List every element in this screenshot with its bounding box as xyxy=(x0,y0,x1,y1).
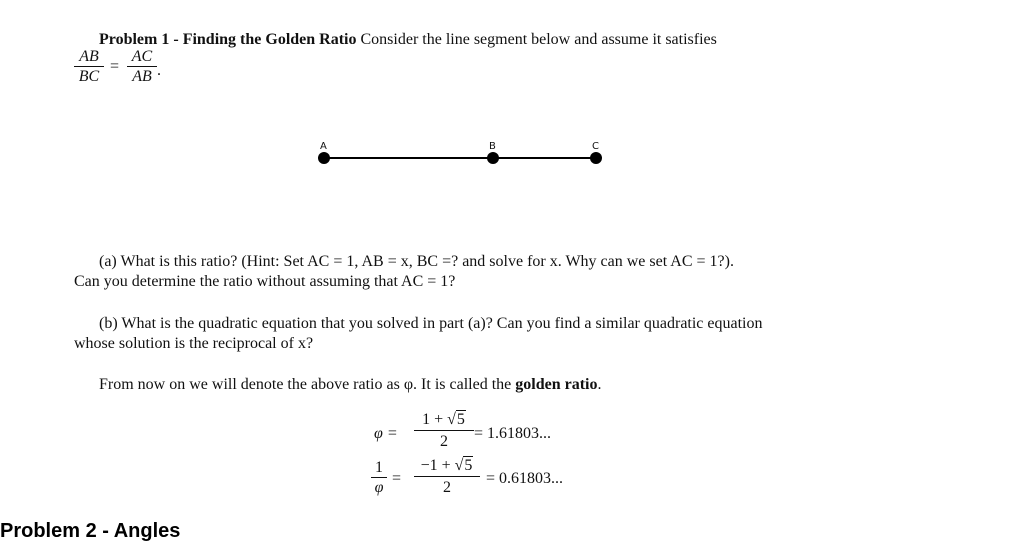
point-a xyxy=(318,152,330,164)
part-a-line-2: Can you determine the ratio without assuming that AC = 1? xyxy=(74,273,456,290)
fraction-bar xyxy=(414,430,474,431)
ratio-right-denominator: AB xyxy=(132,68,152,85)
ratio-equals-sign: = xyxy=(110,58,120,75)
part-b-line-2: whose solution is the reciprocal of x? xyxy=(74,335,314,352)
equation-2-numerator: −1 + √5 xyxy=(420,457,473,474)
equation-2-rhs: = 0.61803... xyxy=(486,470,564,487)
problem-1-title: Problem 1 - Finding the Golden Ratio xyxy=(99,31,357,48)
equation-1-sqrt-arg: 5 xyxy=(456,411,465,428)
golden-ratio-sentence xyxy=(99,375,601,395)
problem-1-intro: Consider the line segment below and assume it satisfies xyxy=(360,31,717,48)
problem-2-heading: Problem 2 - Angles xyxy=(0,520,181,542)
equation-1-fraction xyxy=(414,411,474,450)
golden-ratio-term: golden ratio xyxy=(515,376,598,393)
equation-1-lhs: φ = xyxy=(374,425,398,442)
equation-1-numerator: 1 + √5 xyxy=(422,411,465,428)
ratio-left-numerator: AB xyxy=(79,48,99,65)
part-a-line-1: (a) What is this ratio? (Hint: Set AC = 1, AB = x, BC =? and solve for x. Why can we set AC = 1?). xyxy=(99,253,734,270)
equation-1-denominator: 2 xyxy=(440,433,448,450)
ratio-right-fraction xyxy=(127,48,157,85)
golden-ratio-period: . xyxy=(597,376,602,393)
fraction-bar xyxy=(127,66,157,67)
equation-2-equals-sign: = xyxy=(392,470,402,487)
part-b-line-1: (b) What is the quadratic equation that you solved in part (a)? Can you find a similar quadratic equation xyxy=(99,315,763,332)
ratio-left-denominator: BC xyxy=(78,68,100,85)
equation-1-numerator-prefix: 1 + xyxy=(422,411,448,428)
equation-1-rhs: = 1.61803... xyxy=(474,425,552,442)
golden-ratio-sentence-text: From now on we will denote the above ratio as φ. It is called the xyxy=(99,376,512,393)
label-a: A xyxy=(320,141,327,152)
equation-2-sqrt-arg: 5 xyxy=(464,457,473,474)
label-b: B xyxy=(489,141,496,152)
fraction-bar xyxy=(371,477,387,478)
point-b xyxy=(487,152,499,164)
problem-1-heading-line xyxy=(99,30,717,50)
equation-2-fraction xyxy=(414,457,480,496)
ratio-left-fraction xyxy=(74,48,104,85)
point-c xyxy=(590,152,602,164)
label-c: C xyxy=(592,141,599,152)
fraction-bar xyxy=(414,476,480,477)
line-segment xyxy=(324,157,596,159)
equation-2-lhs-fraction xyxy=(371,459,387,496)
equation-2-lhs-denominator: φ xyxy=(374,479,384,496)
equation-2-lhs-numerator: 1 xyxy=(375,459,383,476)
ratio-period: . xyxy=(157,62,161,79)
equation-2-numerator-prefix: −1 + xyxy=(420,457,455,474)
fraction-bar xyxy=(74,66,104,67)
equation-2-denominator: 2 xyxy=(443,479,451,496)
ratio-right-numerator: AC xyxy=(131,48,153,65)
